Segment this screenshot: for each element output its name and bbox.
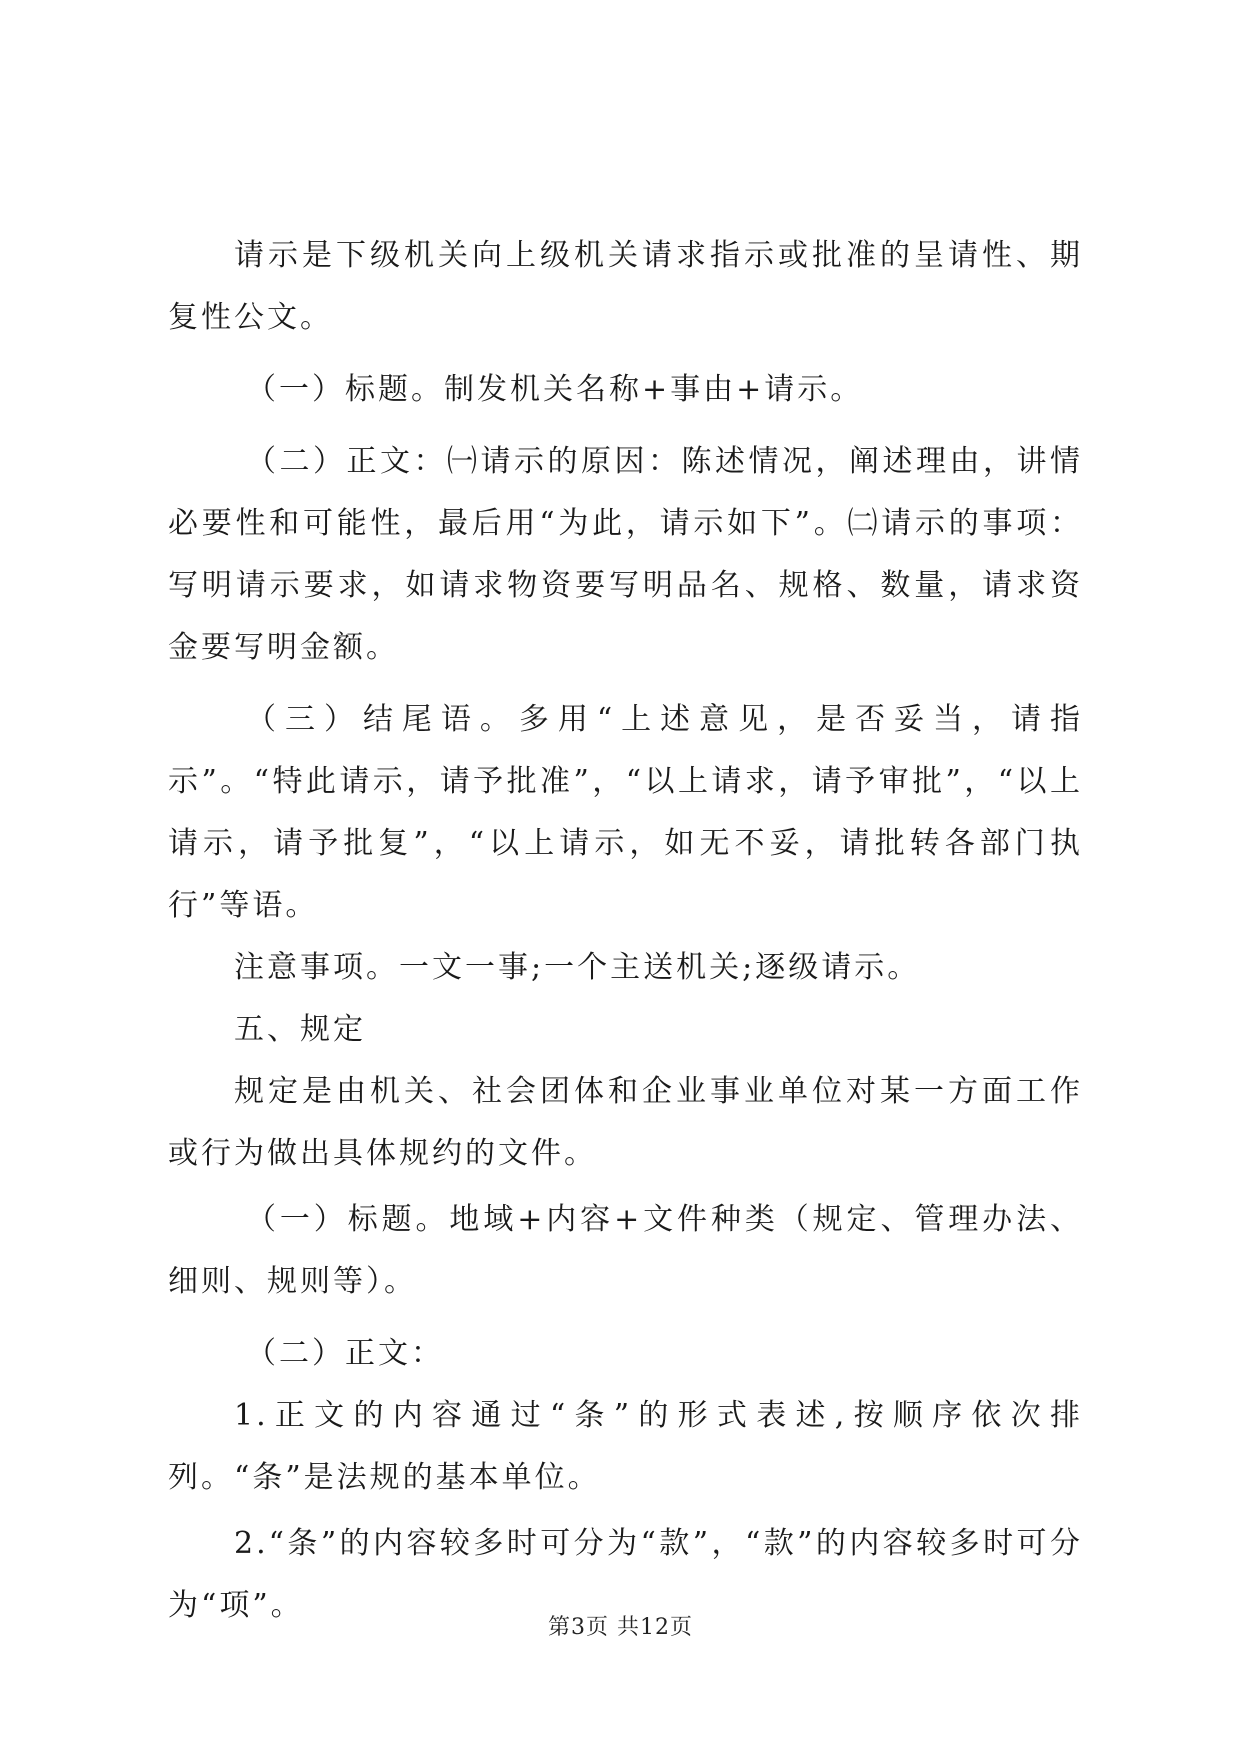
paragraph-qingshi-notes: 注意事项。一文一事;一个主送机关;逐级请示。 [234, 950, 921, 985]
paragraph-qingshi-body: （二）正文：㈠请示的原因：陈述情况，阐述理由，讲情必要性和可能性，最后用“为此，请示如下”。㈡请示的事项：写明请示要求，如请求物资要写明品名、规格、数量，请求资金要写明金额。 [168, 444, 1083, 665]
paragraph-guiding-body-heading: （二）正文： [246, 1336, 444, 1371]
paragraph-guiding-item-1: 1.正文的内容通过“条”的形式表述,按顺序依次排列。“条”是法规的基本单位。 [168, 1398, 1083, 1495]
paragraph-qingshi-definition: 请示是下级机关向上级机关请求指示或批准的呈请性、期复性公文。 [168, 238, 1083, 335]
section-heading-guiding: 五、规定 [234, 1012, 366, 1047]
paragraph-guiding-item-2: 2.“条”的内容较多时可分为“款”，“款”的内容较多时可分为“项”。 [168, 1526, 1083, 1623]
paragraph-guiding-definition: 规定是由机关、社会团体和企业事业单位对某一方面工作或行为做出具体规约的文件。 [168, 1074, 1083, 1171]
page-footer: 第3页 共12页 [548, 1615, 693, 1640]
paragraph-qingshi-closing: （三）结尾语。多用“上述意见，是否妥当，请指示”。“特此请示，请予批准”，“以上请求，请予审批”，“以上请示，请予批复”，“以上请示，如无不妥，请批转各部门执行”等语。 [168, 702, 1083, 923]
paragraph-qingshi-title: （一）标题。制发机关名称+事由+请示。 [246, 372, 864, 407]
paragraph-guiding-title: （一）标题。地域+内容+文件种类（规定、管理办法、细则、规则等）。 [168, 1202, 1083, 1299]
document-body [168, 225, 1083, 1637]
